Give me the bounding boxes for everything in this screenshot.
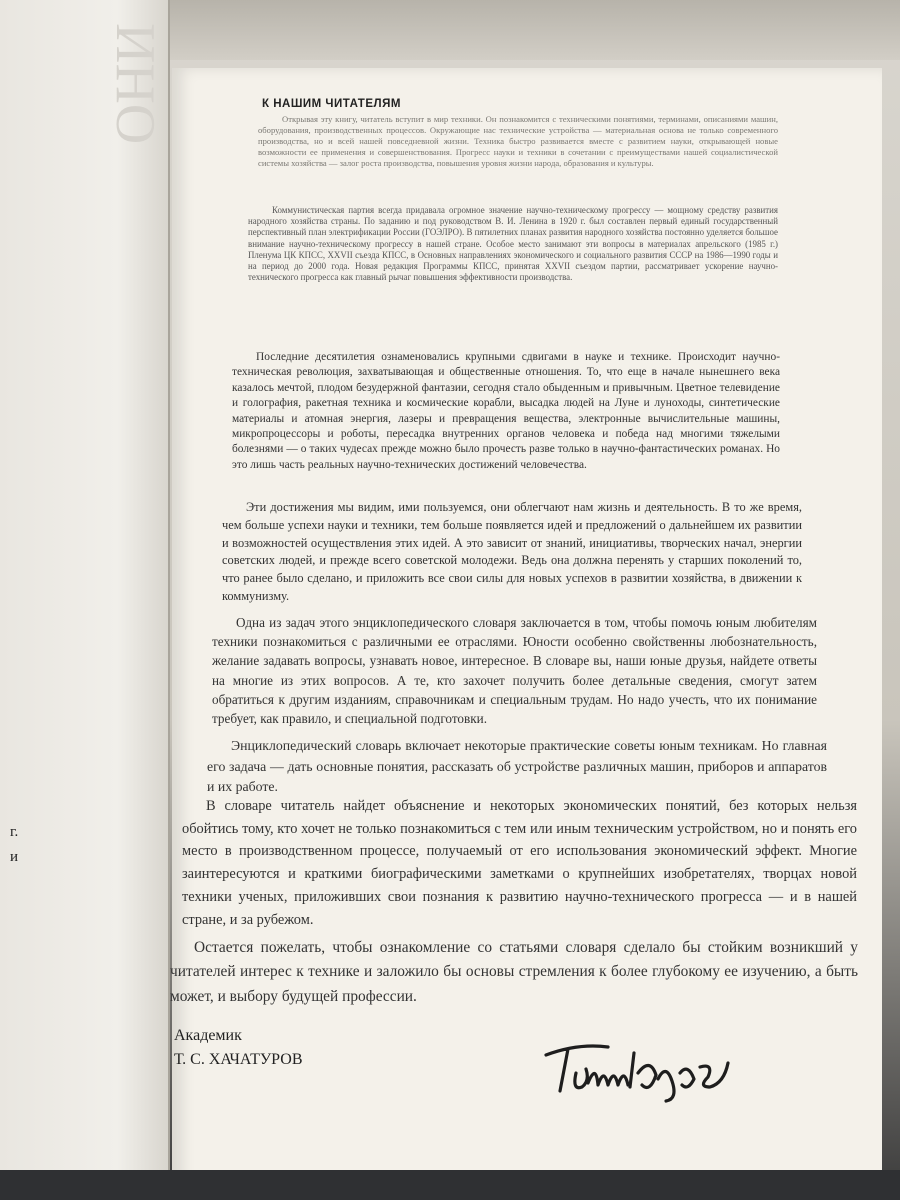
author-title: Академик bbox=[174, 1027, 242, 1044]
paragraph-5 bbox=[212, 613, 817, 728]
left-page-fragment: и bbox=[10, 849, 19, 865]
paragraph-6 bbox=[207, 736, 827, 798]
paragraph-text: Коммунистическая партия всегда придавала огромное значение научно-техническому прогрессу — мощному средству развития народного хозяйства страны. По заданию и под руководством В. И. Ленина в 1920 г. был составлен первый единый государственный перспективный план электрификации России (ГОЭЛРО). В пятилетних планах развития народного хозяйства постоянно уделяется большое внимание научно-техническому прогрессу в нашей стране. Особое место занимают эти вопросы в материалах апрельского (1985 г.) Пленума ЦК КПСС, XXVII съезда КПСС, в Основных направлениях экономического и социального развития СССР на 1986—1990 годы и на период до 2000 года. Новая редакция Программы КПСС, принятая XXVII съездом партии, рассматривает ускорение научно-технического прогресса как главный рычаг повышения эффективности производства. bbox=[248, 205, 778, 283]
paragraph-text: Открывая эту книгу, читатель вступит в мир техники. Он познакомится с техническими понятиями, терминами, описаниями машин, оборудования, производственных процессов. Окружающие нас технические устройства — материальная основа не только современного производства, но и всей нашей повседневной жизни. Техника быстро развивается вместе с развитием науки, открывающей новые возможности ее применения и совершенствования. Прогресс науки и техники в сочетании с преимуществами нашей социалистической системы хозяйства — залог роста производства, повышения уровня жизни народа, образования и культуры. bbox=[258, 114, 778, 168]
paragraph-2 bbox=[248, 205, 778, 283]
book-cover-bottom bbox=[0, 1170, 900, 1200]
left-page-fragment: г. bbox=[10, 824, 19, 840]
paragraph-text: Эти достижения мы видим, ими пользуемся, они облегчают нам жизнь и деятельность. В то же время, чем больше успехи науки и техники, тем больше появляется идей и предложений о дальнейшем их развитии и возможностей осуществления этих идей. А это зависит от знаний, инициативы, творческих начал, энергии советских людей, и прежде всего советской молодежи. Ведь она должна перенять у старших поколений то, что ранее было сделано, и приложить все свои силы для новых успехов в развитии хозяйства, в движении к коммунизму. bbox=[222, 500, 802, 603]
paragraph-text: Последние десятилетия ознаменовались крупными сдвигами в науке и технике. Происходит научно-техническая революция, захватывающая и общественные отношения. То, что еще в начале нынешнего века казалось мечтой, плодом безудержной фантазии, сегодня стало обыденным и привычным. Цветное телевидение и голография, ракетная техника и космические корабли, высадка людей на Луне и луноходы, синтетические материалы и атомная энергия, лазеры и превращения вещества, электронные вычислительные машины, микропроцессоры и роботы, пересадка внутренних органов человека и победа над многими тяжелыми болезнями — о таких чудесах прежде можно было прочесть разве только в научно-фантастических романах. Но это лишь часть реальных научно-технических достижений человечества. bbox=[232, 351, 780, 471]
author-block bbox=[174, 1024, 303, 1072]
paragraph-8 bbox=[170, 936, 858, 1009]
paragraph-7 bbox=[182, 795, 857, 931]
paragraph-text: Одна из задач этого энциклопедического словаря заключается в том, чтобы помочь юным любителям техники познакомиться с различными ее отраслями. Юности особенно свойственны любознательность, желание задавать вопросы, узнавать новое, интересное. В словаре вы, наши юные друзья, найдете ответы на многие из этих вопросов. А те, кто захочет получить более детальные сведения, смогут затем обратиться к другим изданиям, справочникам и специальным трудам. Но надо учесть, что их понимание требует, как правило, и специальной подготовки. bbox=[212, 615, 817, 727]
paragraph-text: Остается пожелать, чтобы ознакомление со статьями словаря сделало бы стойким возникший у читателей интерес к технике и заложило бы основы стремления к более глубокому ее изучению, а быть может, и выбору будущей профессии. bbox=[170, 939, 858, 1005]
paragraph-text: Энциклопедический словарь включает некоторые практические советы юным техникам. Но главная его задача — дать основные понятия, рассказать об устройстве различных машин, приборов и аппаратов и их работе. bbox=[207, 738, 827, 795]
right-page bbox=[172, 68, 882, 1188]
author-name: Т. С. ХАЧАТУРОВ bbox=[174, 1051, 303, 1068]
paragraph-1 bbox=[258, 114, 778, 169]
left-page bbox=[0, 0, 170, 1175]
handwritten-signature bbox=[538, 1033, 748, 1103]
paragraph-3 bbox=[232, 350, 780, 473]
paragraph-text: В словаре читатель найдет объяснение и некоторых экономических понятий, без которых нельзя обойтись тому, кто хочет не только познакомиться с тем или иным техническим устройством, но и понять его место в производственном процессе, получаемый от его использования экономический эффект. Многие заинтересуются и краткими биографическими заметками о крупнейших изобретателях, творцах новой техники ученых, приложивших свои познания к развитию научно-технического прогресса — и в нашей стране, и за рубежом. bbox=[182, 798, 857, 928]
paragraph-4 bbox=[222, 499, 802, 606]
show-through-letters: ИНО bbox=[104, 23, 166, 145]
signature-stroke bbox=[546, 1046, 728, 1101]
page-title: К НАШИМ ЧИТАТЕЛЯМ bbox=[262, 98, 401, 110]
